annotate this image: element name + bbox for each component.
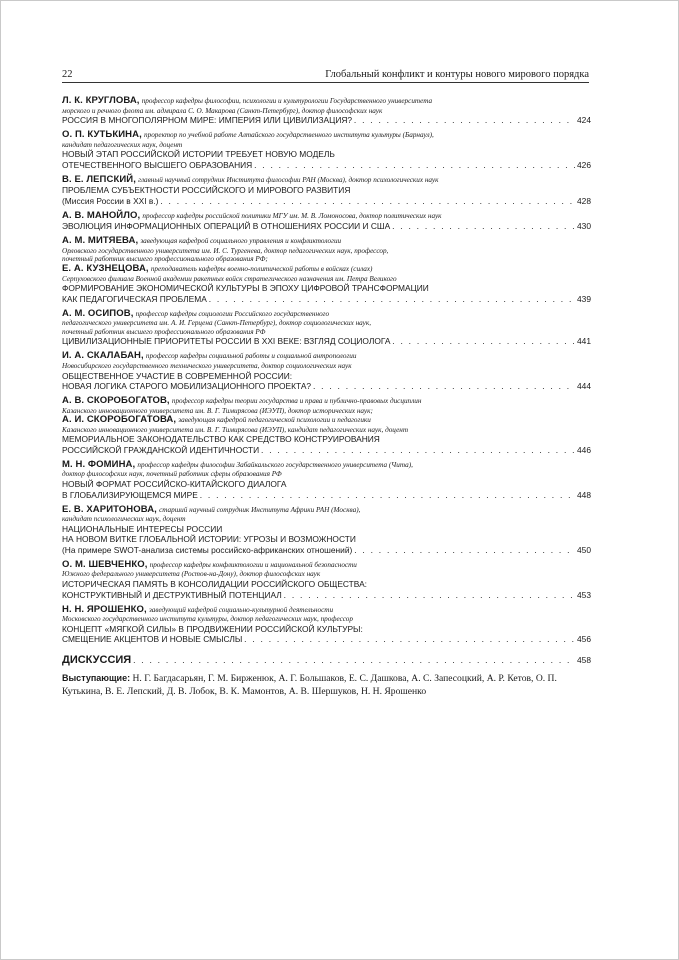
toc-entry[interactable]	[62, 505, 591, 556]
author-name: А. М. МИТЯЕВА,	[62, 235, 139, 247]
author-block	[62, 211, 591, 222]
running-header	[62, 69, 589, 83]
affiliation-line: Орловского государственного университета им. И. С. Тургенева, доктор педагогических наук, профессор,	[62, 246, 389, 255]
toc-entry[interactable]	[62, 605, 591, 646]
author-block	[62, 130, 591, 149]
article-title-row[interactable]	[62, 445, 591, 456]
speakers-list: Н. Г. Багдасарьян, Г. М. Бирженюк, А. Г. Большаков, Е. С. Дашкова, А. С. Запесоцкий, А. Р. Кетов, О. П. Кутькина, В. Е. Лепский, Д. В. Лобок, В. К. Мамонтов, А. В. Шершуков, Н. Н. Ярошенко	[62, 673, 557, 698]
article-title-line: НА НОВОМ ВИТКЕ ГЛОБАЛЬНОЙ ИСТОРИИ: УГРОЗЫ И ВОЗМОЖНОСТИ	[62, 534, 356, 545]
leader-dots	[133, 656, 575, 666]
author-line	[62, 236, 591, 247]
discussion-section	[62, 655, 591, 698]
author-line	[62, 96, 591, 107]
toc-entry[interactable]	[62, 175, 591, 207]
toc-entry[interactable]	[62, 351, 591, 392]
author-line	[62, 309, 591, 320]
leader-dots	[392, 337, 575, 347]
toc-entries	[62, 96, 591, 645]
leader-dots	[209, 295, 575, 305]
author-name: Н. Н. ЯРОШЕНКО,	[62, 603, 147, 615]
page-reference: 426	[577, 159, 591, 170]
affiliation-line: кандидат психологических наук, доцент	[62, 515, 186, 524]
affiliation-text: заведующий кафедрой социально-культурной деятельности	[148, 605, 334, 614]
article-title-row[interactable]	[62, 545, 591, 556]
leader-dots	[354, 546, 575, 556]
affiliation-text: профессор кафедры социальной работы и социальной антропологии	[145, 352, 357, 361]
affiliation-line: Южного федерального университета (Ростов-на-Дону), доктор философских наук	[62, 570, 321, 579]
article-title-last-line: (Миссия России в XXI в.)	[62, 195, 159, 206]
toc-entry[interactable]	[62, 460, 591, 501]
leader-dots	[254, 161, 575, 171]
article-title-last-line: (На примере SWOT-анализа системы российско-африканских отношений)	[62, 544, 353, 555]
author-name: А. В. СКОРОБОГАТОВ,	[62, 395, 170, 407]
article-title-row[interactable]	[62, 336, 591, 347]
author-block	[62, 605, 591, 624]
author-line	[62, 460, 591, 471]
author-line	[62, 396, 591, 407]
author-block	[62, 351, 591, 370]
speakers-label: Выступающие:	[62, 673, 131, 684]
article-title-line: ОБЩЕСТВЕННОЕ УЧАСТИЕ В СОВРЕМЕННОЙ РОССИИ:	[62, 370, 293, 381]
affiliation-line: почетный работник высшего профессионального образования РФ	[62, 327, 266, 336]
author-name: М. Н. ФОМИНА,	[62, 458, 136, 470]
toc-entry[interactable]	[62, 560, 591, 601]
author-line	[62, 175, 591, 186]
affiliation-line: Серпуховского филиала Военной академии ракетных войск стратегического назначения им. Петра Великого	[62, 274, 397, 283]
affiliation-line: кандидат педагогических наук, доцент	[62, 140, 183, 149]
affiliation-line: почетный работник высшего профессионального образования РФ;	[62, 255, 268, 264]
toc-entry[interactable]	[62, 396, 591, 456]
page-reference: 453	[577, 589, 591, 600]
article-title-line: ИСТОРИЧЕСКАЯ ПАМЯТЬ В КОНСОЛИДАЦИИ РОССИЙСКОГО ОБЩЕСТВА:	[62, 578, 368, 589]
discussion-title: ДИСКУССИЯ	[62, 654, 132, 667]
author-block	[62, 309, 591, 337]
author-block	[62, 415, 591, 434]
article-title-line: ПРОБЛЕМА СУБЪЕКТНОСТИ РОССИЙСКОГО И МИРОВОГО РАЗВИТИЯ	[62, 185, 351, 196]
article-title-line: ФОРМИРОВАНИЕ ЭКОНОМИЧЕСКОЙ КУЛЬТУРЫ В ЭПОХУ ЦИФРОВОЙ ТРАНСФОРМАЦИИ	[62, 283, 429, 294]
affiliation-text: заведующая кафедрой педагогической психологии и педагогики	[178, 416, 371, 425]
article-title-line: НОВЫЙ ФОРМАТ РОССИЙСКО-КИТАЙСКОГО ДИАЛОГА	[62, 479, 287, 489]
page-reference: 441	[577, 336, 591, 347]
article-title-row[interactable]	[62, 634, 591, 645]
author-name: А. В. МАНОЙЛО,	[62, 209, 141, 221]
author-block	[62, 96, 591, 115]
author-name: Л. К. КРУГЛОВА,	[62, 95, 140, 106]
affiliation-text: старший научный сотрудник Института Африки РАН (Москва),	[159, 505, 361, 514]
page-reference: 428	[577, 195, 591, 206]
leader-dots	[354, 116, 575, 126]
page-number: 22	[62, 69, 73, 80]
leader-dots	[244, 635, 575, 645]
author-name: И. А. СКАЛАБАН,	[62, 350, 144, 362]
author-block	[62, 236, 591, 264]
article-title-last-line: ЭВОЛЮЦИЯ ИНФОРМАЦИОННЫХ ОПЕРАЦИЙ В ОТНОШЕНИЯХ РОССИИ И США	[62, 221, 391, 232]
article-title-line: НАЦИОНАЛЬНЫЕ ИНТЕРЕСЫ РОССИИ	[62, 523, 223, 534]
article-title-line: НОВЫЙ ЭТАП РОССИЙСКОЙ ИСТОРИИ ТРЕБУЕТ НОВУЮ МОДЕЛЬ	[62, 149, 335, 160]
leader-dots	[313, 382, 575, 392]
toc-entry[interactable]	[62, 96, 591, 126]
article-title-row[interactable]	[62, 590, 591, 601]
article-title-last-line: КАК ПЕДАГОГИЧЕСКАЯ ПРОБЛЕМА	[62, 293, 207, 304]
page-reference: 450	[577, 544, 591, 555]
article-title-row[interactable]	[62, 490, 591, 501]
affiliation-text: проректор по учебной работе Алтайского государственного института культуры (Барнаул),	[144, 131, 434, 140]
article-title-last-line: СМЕЩЕНИЕ АКЦЕНТОВ И НОВЫЕ СМЫСЛЫ	[62, 634, 243, 645]
affiliation-text: профессор кафедры российской политики МГУ им. М. В. Ломоносова, доктор политических наук	[142, 211, 442, 220]
page-reference: 439	[577, 293, 591, 304]
affiliation-line: Московского государственного института культуры, доктор педагогических наук, профессор	[62, 615, 353, 624]
author-block	[62, 560, 591, 579]
affiliation-line: доктор философских наук, почетный работник сферы образования РФ	[62, 470, 282, 479]
article-title-row[interactable]	[62, 294, 591, 305]
article-title-last-line: В ГЛОБАЛИЗИРУЮЩЕМСЯ МИРЕ	[62, 489, 198, 500]
affiliation-line: морского и речного флота им. адмирала С. О. Макарова (Санкт-Петербург), доктор философских наук	[62, 106, 383, 115]
article-title-line: КОНЦЕПТ «МЯГКОЙ СИЛЫ» В ПРОДВИЖЕНИИ РОССИЙСКОЙ КУЛЬТУРЫ:	[62, 623, 363, 634]
article-title-last-line: ЦИВИЛИЗАЦИОННЫЕ ПРИОРИТЕТЫ РОССИИ В XXI ВЕКЕ: ВЗГЛЯД СОЦИОЛОГА	[62, 336, 391, 347]
author-name: А. М. ОСИПОВ,	[62, 307, 134, 319]
affiliation-text: профессор кафедры теории государства и права и публично-правовых дисциплин	[171, 397, 422, 406]
affiliation-text: главный научный сотрудник Института философии РАН (Москва), доктор психологических наук	[138, 175, 439, 184]
author-line	[62, 351, 591, 362]
article-title-last-line: ОТЕЧЕСТВЕННОГО ВЫСШЕГО ОБРАЗОВАНИЯ	[62, 159, 253, 170]
author-name: В. Е. ЛЕПСКИЙ,	[62, 173, 136, 185]
discussion-row[interactable]	[62, 655, 591, 666]
page-reference: 448	[577, 489, 591, 500]
affiliation-text: преподаватель кафедры военно-политической работы в войсках (силах)	[150, 265, 373, 274]
article-title-last-line: НОВАЯ ЛОГИКА СТАРОГО МОБИЛИЗАЦИОННОГО ПРОЕКТА?	[62, 381, 312, 392]
page-reference: 424	[577, 115, 591, 126]
author-block	[62, 175, 591, 186]
author-name: Е. В. ХАРИТОНОВА,	[62, 503, 157, 515]
leader-dots	[392, 222, 575, 232]
leader-dots	[284, 591, 575, 601]
article-title-last-line: РОССИЯ В МНОГОПОЛЯРНОМ МИРЕ: ИМПЕРИЯ ИЛИ ЦИВИЛИЗАЦИЯ?	[62, 115, 353, 126]
author-block	[62, 264, 591, 283]
article-title-last-line: РОССИЙСКОЙ ГРАЖДАНСКОЙ ИДЕНТИЧНОСТИ	[62, 444, 260, 455]
author-line	[62, 264, 591, 275]
author-line	[62, 560, 591, 571]
affiliation-line: педагогического университета им. А. И. Герцена (Санкт-Петербург), доктор социологических наук,	[62, 319, 372, 328]
article-title-row[interactable]	[62, 160, 591, 171]
affiliation-line: Новосибирского государственного технического университета, доктор социологических наук	[62, 361, 352, 370]
page-reference: 444	[577, 381, 591, 392]
toc-entry[interactable]	[62, 130, 591, 171]
page-reference: 456	[577, 634, 591, 645]
affiliation-text: профессор кафедры конфликтологии и национальной безопасности	[149, 560, 357, 569]
affiliation-line: Казанского инновационного университета им. В. Г. Тимирясова (ИЭУП), кандидат педагогических наук, доцент	[62, 425, 409, 434]
article-title-last-line: КОНСТРУКТИВНЫЙ И ДЕСТРУКТИВНЫЙ ПОТЕНЦИАЛ	[62, 589, 282, 600]
author-name: Е. А. КУЗНЕЦОВА,	[62, 263, 149, 275]
affiliation-text: заведующая кафедрой социального управления и конфликтологии	[140, 237, 342, 246]
author-name: О. П. КУТЬКИНА,	[62, 129, 142, 141]
affiliation-text: профессор кафедры философии Забайкальского государственного университета (Чита),	[137, 460, 413, 469]
page-reference: 446	[577, 444, 591, 455]
leader-dots	[160, 197, 575, 207]
author-line	[62, 211, 591, 222]
author-name: А. И. СКОРОБОГАТОВА,	[62, 414, 177, 426]
article-title-row[interactable]	[62, 381, 591, 392]
table-of-contents	[62, 96, 591, 698]
affiliation-line: Казанского инновационного университета им. В. Г. Тимирясова (ИЭУП), доктор исторических наук;	[62, 406, 373, 415]
affiliation-text: профессор кафедры социологии Российского государственного	[135, 309, 330, 318]
author-line	[62, 415, 591, 426]
author-line	[62, 130, 591, 141]
author-line	[62, 605, 591, 616]
author-line	[62, 505, 591, 516]
toc-entry[interactable]	[62, 309, 591, 348]
author-block	[62, 460, 591, 479]
speakers-paragraph	[62, 672, 591, 698]
article-title-row[interactable]	[62, 221, 591, 232]
article-title-row[interactable]	[62, 196, 591, 207]
leader-dots	[261, 446, 575, 456]
toc-entry[interactable]	[62, 211, 591, 233]
affiliation-text: профессор кафедры философии, психологии и культурологии Государственного университета	[141, 97, 433, 105]
toc-entry[interactable]	[62, 236, 591, 304]
article-title-line: МЕМОРИАЛЬНОЕ ЗАКОНОДАТЕЛЬСТВО КАК СРЕДСТВО КОНСТРУИРОВАНИЯ	[62, 434, 380, 445]
discussion-page: 458	[577, 655, 591, 666]
page-reference: 430	[577, 221, 591, 232]
running-title: Глобальный конфликт и контуры нового мирового порядка	[325, 69, 589, 80]
leader-dots	[200, 491, 575, 501]
author-block	[62, 505, 591, 524]
author-name: О. М. ШЕВЧЕНКО,	[62, 558, 148, 570]
author-block	[62, 396, 591, 415]
article-title-row[interactable]	[62, 115, 591, 126]
